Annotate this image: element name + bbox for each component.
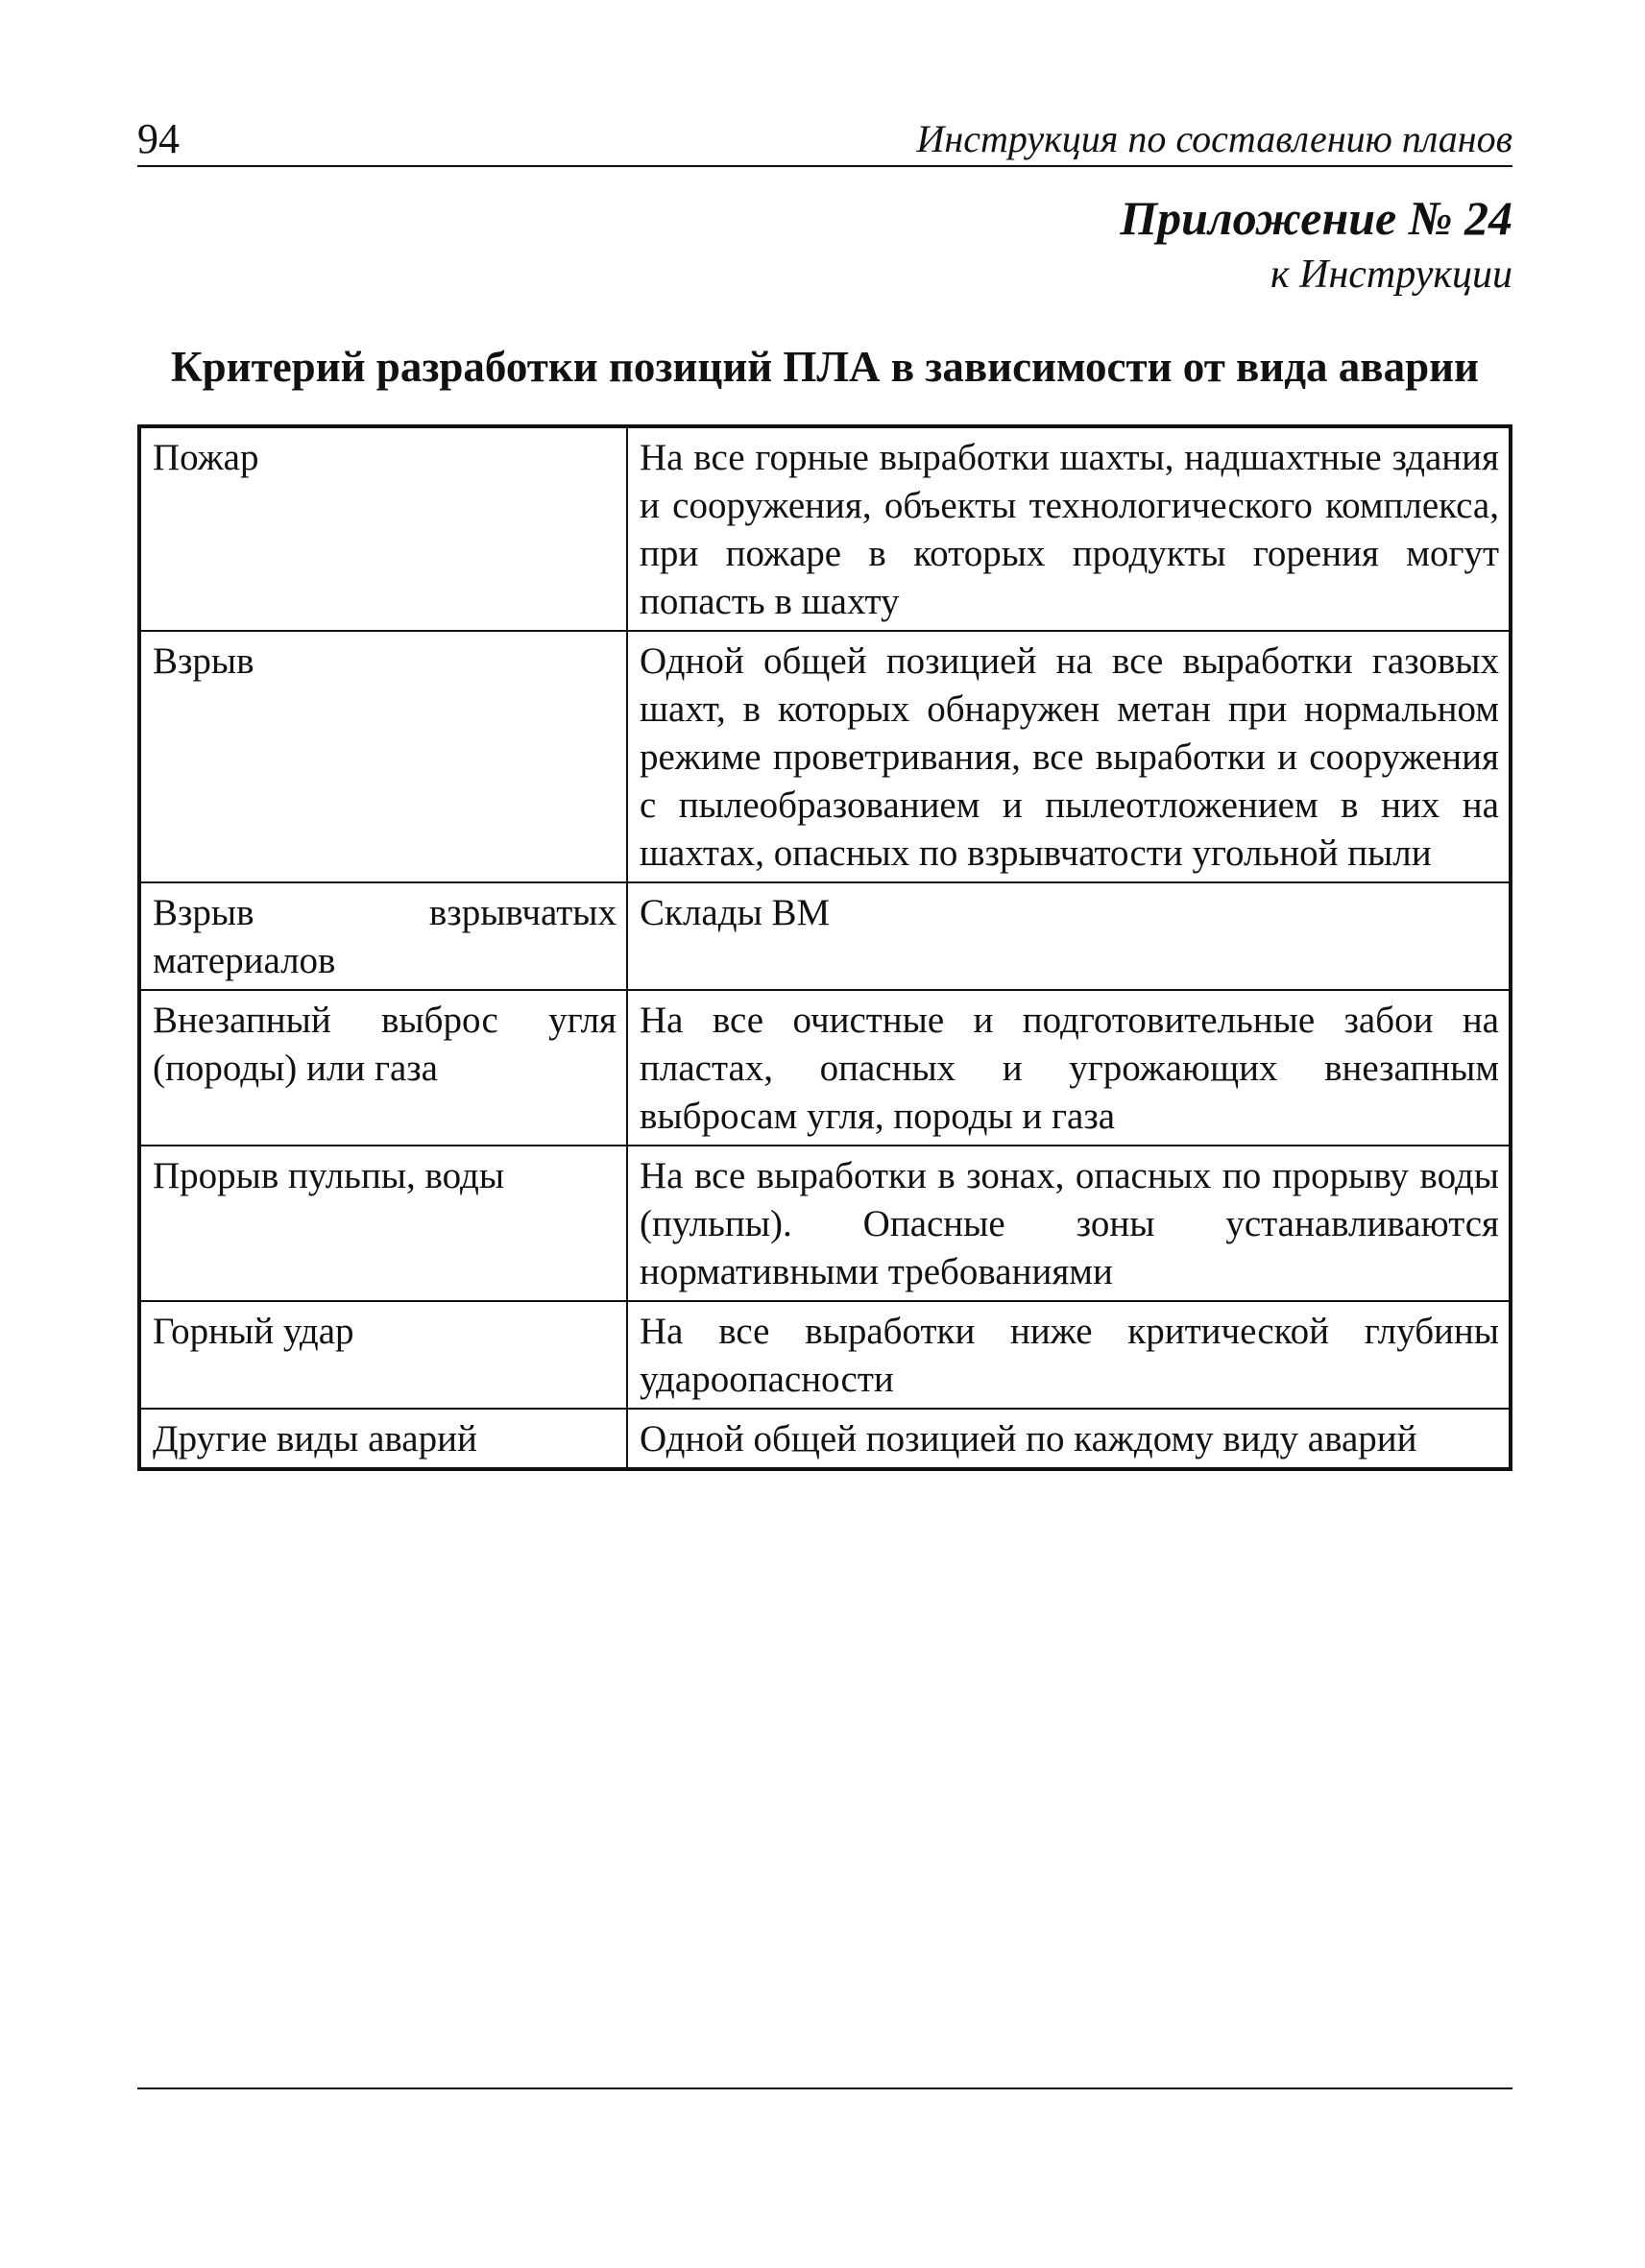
accident-type-cell: Пожар [139,426,627,631]
accident-type-cell: Прорыв пульпы, воды [139,1146,627,1301]
accident-type-cell: Внезапный выброс угля (породы) или газа [139,990,627,1146]
appendix-label [1120,187,1512,301]
appendix-title: Приложение № 24 [1120,191,1512,245]
table-row [139,1301,1511,1409]
running-head [137,113,1512,167]
accident-type-cell: Горный удар [139,1301,627,1409]
accident-type-cell: Другие виды аварий [139,1409,627,1469]
table-row [139,882,1511,990]
page-number: 94 [137,115,180,162]
table-row [139,1409,1511,1469]
positions-cell: Одной общей позицией по каждому виду аварий [627,1409,1511,1469]
positions-cell: На все очистные и подготовительные забои на пластах, опасных и угрожающих внезапным выбросам угля, породы и газа [627,990,1511,1146]
running-title: Инструкция по составлению планов [916,117,1512,160]
table-row [139,990,1511,1146]
table-row [139,426,1511,631]
appendix-subtitle: к Инструкции [1270,253,1512,297]
positions-cell: На все горные выработки шахты, надшахтные здания и сооружения, объекты технологического комплекса, при пожаре в которых продукты горения могут попасть в шахту [627,426,1511,631]
positions-cell: Склады ВМ [627,882,1511,990]
criteria-table [137,424,1512,1471]
document-title: Критерий разработки позиций ПЛА в зависимости от вида аварии [171,343,1479,391]
accident-type-cell: Взрыв взрывчатых материалов [139,882,627,990]
positions-cell: На все выработки в зонах, опасных по прорыву воды (пульпы). Опасные зоны устанавливаются нормативными требованиями [627,1146,1511,1301]
table-row [139,1146,1511,1301]
positions-cell: На все выработки ниже критической глубины удароопасности [627,1301,1511,1409]
accident-type-cell: Взрыв [139,631,627,882]
table-row [139,631,1511,882]
positions-cell: Одной общей позицией на все выработки газовых шахт, в которых обнаружен метан при нормальном режиме проветривания, все выработки и сооружения с пылеобразованием и пылеотложением в них на шахтах, опасных по взрывчатости угольной пыли [627,631,1511,882]
footer-rule [137,2087,1512,2089]
